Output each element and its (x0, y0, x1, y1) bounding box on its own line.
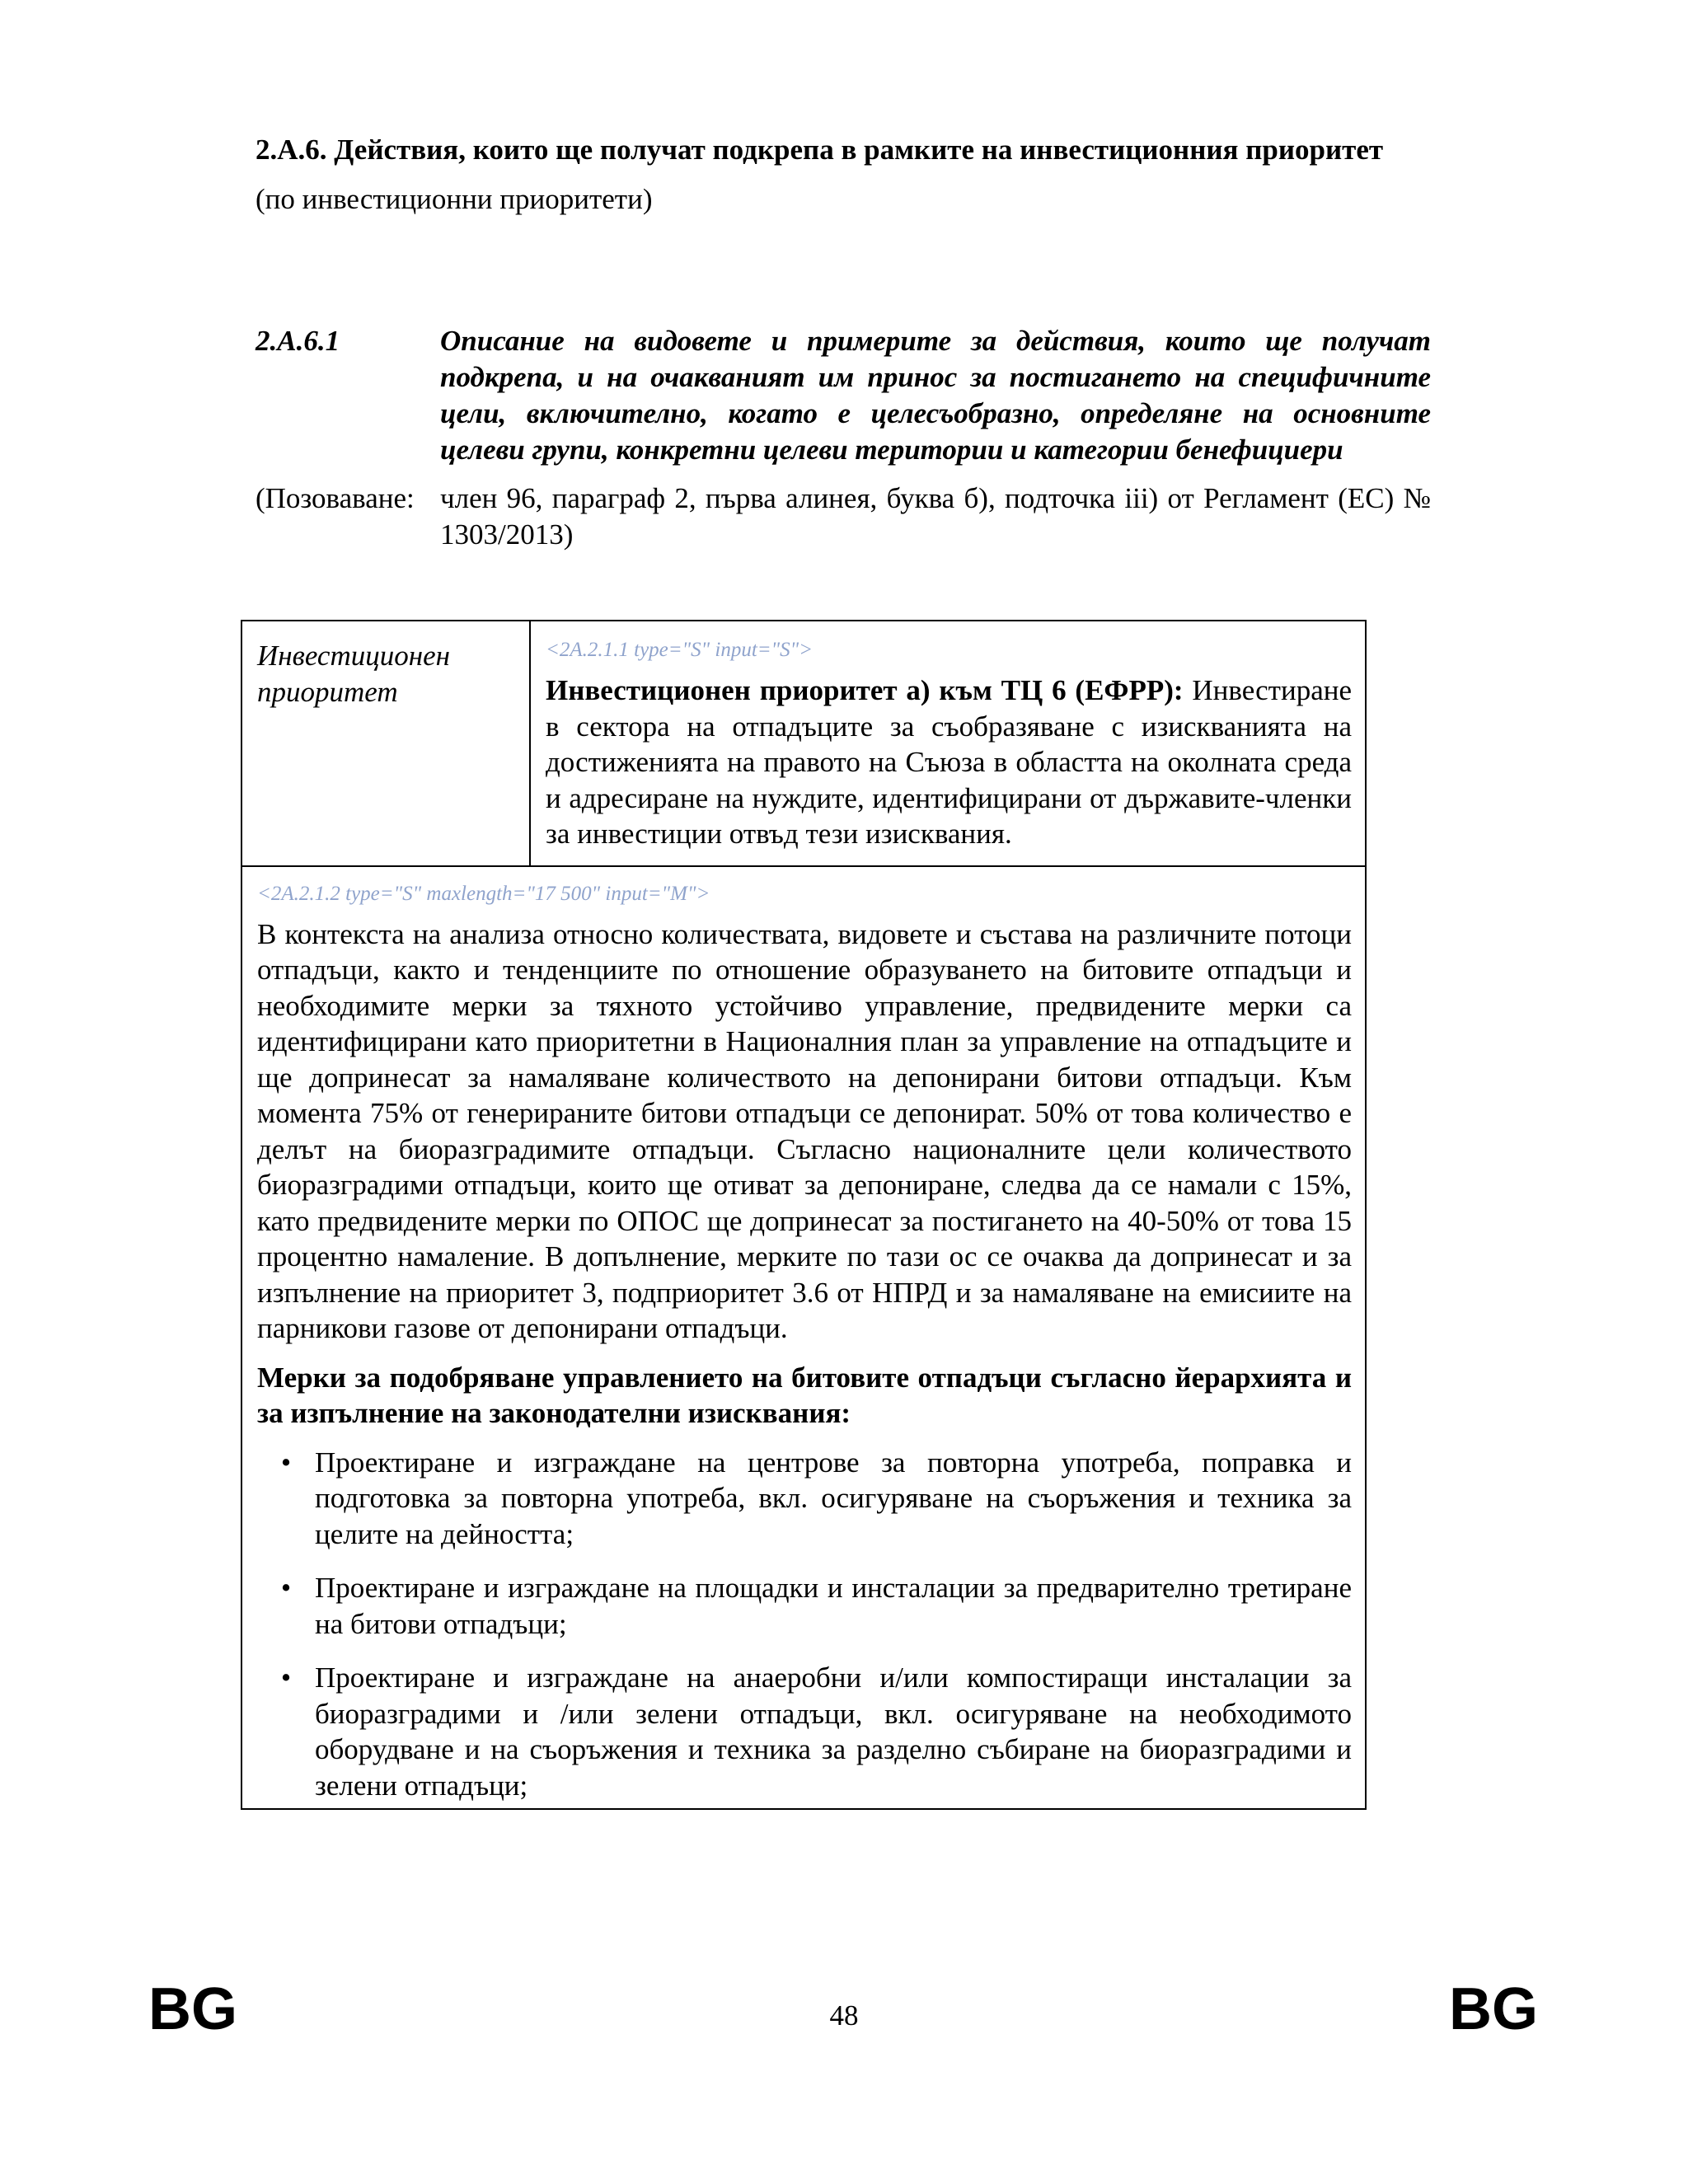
list-item-text: Проектиране и изграждане на площадки и инсталации за предварително третиране на битови отпадъци; (315, 1572, 1352, 1640)
measures-heading: Мерки за подобряване управлението на битовите отпадъци съгласно йерархията и за изпълнение на законодателни изисквания: (257, 1361, 1352, 1429)
priority-label-cell: Инвестиционен приоритет (242, 621, 531, 865)
priority-title: Инвестиционен приоритет а) към ТЦ 6 (ЕФРР): (546, 674, 1184, 706)
list-item (257, 1445, 1352, 1553)
section-heading: 2.A.6. Действия, които ще получат подкрепа в рамките на инвестиционния приоритет (256, 134, 1384, 166)
bullet-icon: • (280, 1446, 292, 1479)
priority-description (546, 673, 1352, 852)
list-item-text: Проектиране и изграждане на анаеробни и/или компостиращи инсталации за биоразградими и /или зелени отпадъци, вкл. осигуряване на необходимото оборудване и на съоръжения и техника за разделно събиране на биоразградими и зелени отпадъци; (315, 1661, 1352, 1802)
list-item (257, 1570, 1352, 1642)
regulation-reference (256, 480, 1431, 553)
bullet-icon: • (280, 1572, 292, 1604)
list-item-text: Проектиране и изграждане на центрове за повторна употреба, поправка и подготовка за повторна употреба, вкл. осигуряване на съоръжения и техника за целите на дейността; (315, 1446, 1352, 1550)
section-note: (по инвестиционни приоритети) (256, 183, 653, 215)
subsection-title: Описание на видовете и примерите за действия, които ще получат подкрепа, и на очакваният им принос за постигането на специфичните цели, включително, когато е целесъобразно, определяне на основните целеви групи, конкретни целеви територии и категории бенефициери (440, 325, 1431, 466)
priority-table (241, 620, 1367, 1810)
field-tag: <2A.2.1.2 type="S" maxlength="17 500" input="M"> (257, 882, 710, 905)
reference-text: член 96, параграф 2, първа алинея, буква б), подточка iii) от Регламент (ЕС) № 1303/2013) (440, 482, 1431, 551)
context-paragraph: В контекста на анализа относно количествата, видовете и състава на различните потоци отпадъци, както и тенденциите по отношение образуването на битовите отпадъци и необходимите мерки за тяхното устойчиво управление, предвидените мерки са идентифицирани като приоритетни в Националния план за управление на отпадъците и ще допринесат за намаляване количеството на депонирани битови отпадъци. Към момента 75% от генерираните битови отпадъци се депонират. 50% от това количество е делът на биоразградимите отпадъци. Съгласно националните цели количеството биоразградими отпадъци, които ще отиват за депониране, следва да се намали с 15%, като предвидените мерки по ОПОС ще допринесат за постигането на 40-50% от това 15 процентно намаление. В допълнение, мерките по тази ос се очаква да допринесат и за изпълнение на приоритет 3, подприоритет 3.6 от НПРД и за намаляване на емисиите на парникови газове от депонирани отпадъци. (257, 917, 1352, 1344)
page-number: 48 (829, 1999, 859, 2032)
list-item (257, 1660, 1352, 1803)
subsection-number: 2.A.6.1 (256, 325, 340, 357)
priority-row (242, 621, 1365, 867)
language-code-right: BG (1449, 1976, 1538, 2042)
measures-list (257, 1445, 1352, 1804)
field-tag: <2A.2.1.1 type="S" input="S"> (546, 639, 814, 661)
section-heading-block (256, 132, 1431, 218)
priority-text: Инвестиране в сектора на отпадъците за съобразяване с изискванията на достиженията на правото на Съюза в областта на околната среда и адресиране на нуждите, идентифицирани от държавите-членки за инвестиции отвъд тези изисквания. (546, 674, 1353, 850)
bullet-icon: • (280, 1661, 292, 1694)
description-row (242, 867, 1365, 1809)
language-code-left: BG (148, 1976, 237, 2042)
subsection-heading (256, 323, 1431, 468)
priority-content-cell (531, 621, 1365, 865)
reference-label: (Позоваване: (256, 482, 415, 514)
